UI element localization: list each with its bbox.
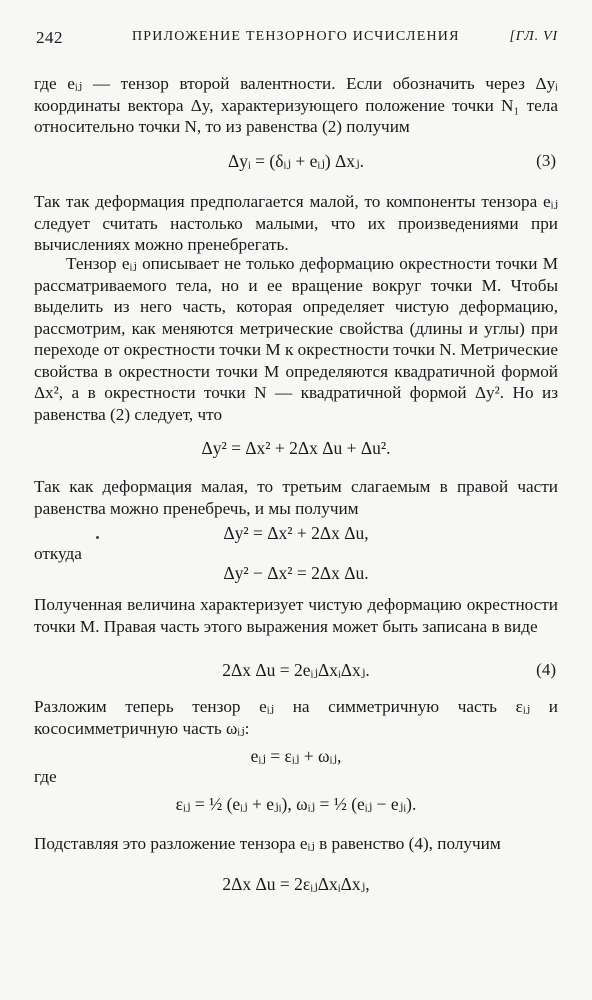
equation-3: Δyᵢ = (δᵢⱼ + eᵢⱼ) Δxⱼ.: [227, 151, 365, 171]
paragraph-6: Разложим теперь тензор eᵢⱼ на симметричную часть εᵢⱼ и кососимметричную часть ωᵢⱼ:: [34, 697, 558, 738]
equation-4-number: (4): [536, 660, 556, 679]
equation-difference: Δy² − Δx² = 2Δx Δu.: [223, 563, 369, 583]
word-gde: где: [34, 767, 57, 786]
equation-symmetric-antisymmetric: εᵢⱼ = ½ (eᵢⱼ + eⱼᵢ), ωᵢⱼ = ½ (eᵢⱼ − eⱼᵢ).: [175, 794, 417, 814]
paragraph-5: Полученная величина характеризует чистую деформацию окрестности точки M. Правая часть этого выражения может быть записана в виде: [34, 595, 558, 636]
paragraph-3: Тензор eᵢⱼ описывает не только деформацию окрестности точки M рассматриваемого тела, но и ее вращение вокруг точки M. Чтобы выделить из него часть, которая определяет чистую деформацию, рассмотрим, как меняются метрические свойства (длины и углы) при переходе от окрестности точки M к окрестности точки N. Метрические свойства в окрестности точки M определяются квадратичной формой Δx², а в окрестности точки N — квадратичной формой Δy². Но из равенства (2) следует, что: [34, 254, 558, 424]
paragraph-2: Так так деформация предполагается малой, то компоненты тензора eᵢⱼ следует считать настолько малыми, что их произведениями при вычислениях можно пренебрегать.: [34, 192, 558, 254]
page-number: 242: [36, 28, 63, 47]
equation-approximation: Δy² = Δx² + 2Δx Δu,: [223, 523, 369, 543]
equation-3-number: (3): [536, 151, 556, 170]
word-otkuda: откуда: [34, 544, 82, 563]
equation-final: 2Δx Δu = 2εᵢⱼΔxᵢΔxⱼ,: [222, 874, 370, 894]
equation-decomposition: eᵢⱼ = εᵢⱼ + ωᵢⱼ,: [250, 746, 342, 766]
book-page: [34, 0, 558, 1000]
paragraph-4: Так как деформация малая, то третьим слагаемым в правой части равенства можно пренебречь, и мы получим: [34, 477, 558, 518]
page-header: [34, 28, 558, 50]
chapter-label: [ГЛ. VI: [509, 29, 558, 44]
paragraph-7: Подставляя это разложение тензора eᵢⱼ в равенство (4), получим: [34, 834, 501, 853]
equation-4: 2Δx Δu = 2eᵢⱼΔxᵢΔxⱼ.: [222, 660, 370, 680]
paragraph-1: где eᵢⱼ — тензор второй валентности. Если обозначить через Δyᵢ координаты вектора Δy, характеризующего положение точки N₁ тела относительно точки N, то из равенства (2) получим: [34, 74, 558, 136]
running-title: ПРИЛОЖЕНИЕ ТЕНЗОРНОГО ИСЧИСЛЕНИЯ: [132, 29, 460, 44]
equation-delta-y-squared: Δy² = Δx² + 2Δx Δu + Δu².: [201, 438, 391, 458]
